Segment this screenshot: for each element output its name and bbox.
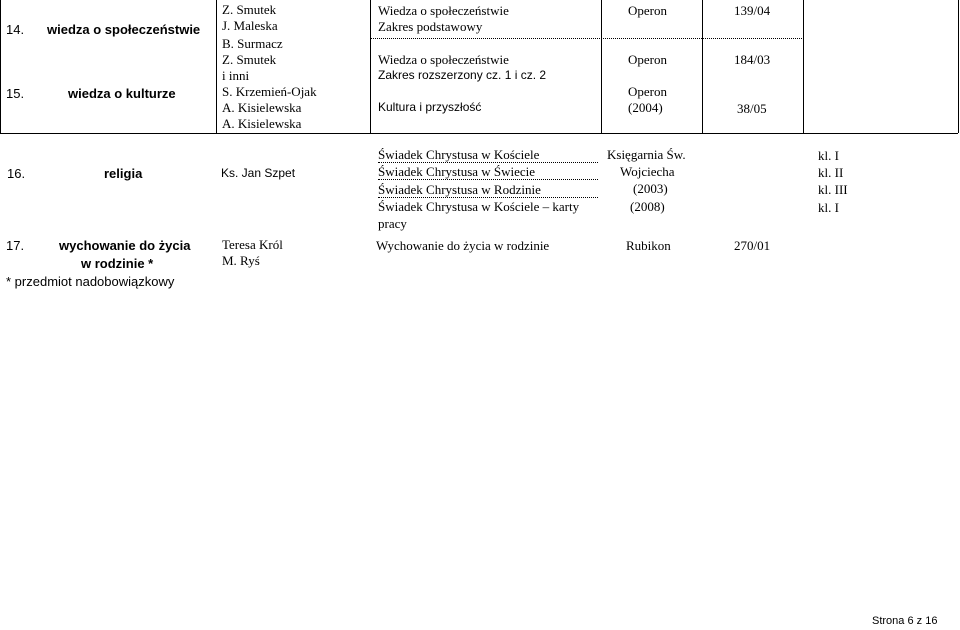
class-label: kl. I xyxy=(818,200,839,215)
publisher: (2003) xyxy=(633,181,668,196)
separator xyxy=(378,197,598,198)
author: Teresa Król xyxy=(222,237,283,252)
book-subtitle: Zakres podstawowy xyxy=(378,19,483,34)
book-title: Świadek Chrystusa w Kościele xyxy=(378,147,540,162)
footnote: * przedmiot nadobowiązkowy xyxy=(6,274,175,289)
publisher: Księgarnia Św. xyxy=(607,147,686,162)
author: J. Maleska xyxy=(222,18,278,33)
publisher: (2008) xyxy=(630,199,665,214)
publisher: Wojciecha xyxy=(620,164,675,179)
year: (2004) xyxy=(628,100,663,115)
approval-number: 38/05 xyxy=(737,101,767,116)
book-title: Wychowanie do życia w rodzinie xyxy=(376,238,550,253)
row-number: 15. xyxy=(6,86,25,101)
table-line xyxy=(0,0,1,133)
table-line xyxy=(601,0,602,133)
author: Z. Smutek xyxy=(222,52,277,67)
book-title: Świadek Chrystusa w Rodzinie xyxy=(378,182,541,197)
approval-number: 270/01 xyxy=(734,238,771,253)
author: B. Surmacz xyxy=(222,36,283,51)
row-number: 14. xyxy=(6,22,25,37)
book-title: Wiedza o społeczeństwie xyxy=(378,52,509,67)
table-line xyxy=(0,133,958,134)
separator xyxy=(378,179,598,180)
table-line xyxy=(370,0,371,133)
row-number: 16. xyxy=(7,166,26,181)
book-title: Świadek Chrystusa w Świecie xyxy=(378,164,536,179)
class-label: kl. I xyxy=(818,148,839,163)
author: Ks. Jan Szpet xyxy=(221,166,296,180)
publisher: Operon xyxy=(628,3,667,18)
book-title: Kultura i przyszłość xyxy=(378,100,482,114)
table-line xyxy=(702,0,703,133)
book-title: Wiedza o społeczeństwie xyxy=(378,3,509,18)
approval-number: 184/03 xyxy=(734,52,771,67)
separator xyxy=(378,162,598,163)
subject-name: wiedza o kulturze xyxy=(68,86,176,101)
subject-name: religia xyxy=(104,166,143,181)
book-title: pracy xyxy=(378,216,407,231)
page-number: Strona 6 z 16 xyxy=(872,615,938,627)
row-number: 17. xyxy=(6,238,25,253)
publisher: Rubikon xyxy=(626,238,671,253)
author: Z. Smutek xyxy=(222,2,277,17)
table-line xyxy=(803,0,804,133)
table-line xyxy=(370,38,802,39)
class-label: kl. II xyxy=(818,165,844,180)
subject-name: w rodzinie * xyxy=(81,256,154,271)
author: M. Ryś xyxy=(222,253,260,268)
author: i inni xyxy=(222,68,250,83)
author: A. Kisielewska xyxy=(222,116,302,131)
author: A. Kisielewska xyxy=(222,100,302,115)
book-subtitle: Zakres rozszerzony cz. 1 i cz. 2 xyxy=(378,68,547,82)
approval-number: 139/04 xyxy=(734,3,771,18)
publisher: Operon xyxy=(628,84,667,99)
table-line xyxy=(958,0,959,133)
table-line xyxy=(216,0,217,133)
author: S. Krzemień-Ojak xyxy=(222,84,317,99)
publisher: Operon xyxy=(628,52,667,67)
book-title: Świadek Chrystusa w Kościele – karty xyxy=(378,199,580,214)
class-label: kl. III xyxy=(818,182,848,197)
subject-name: wychowanie do życia xyxy=(59,238,191,253)
subject-name: wiedza o społeczeństwie xyxy=(47,22,201,37)
